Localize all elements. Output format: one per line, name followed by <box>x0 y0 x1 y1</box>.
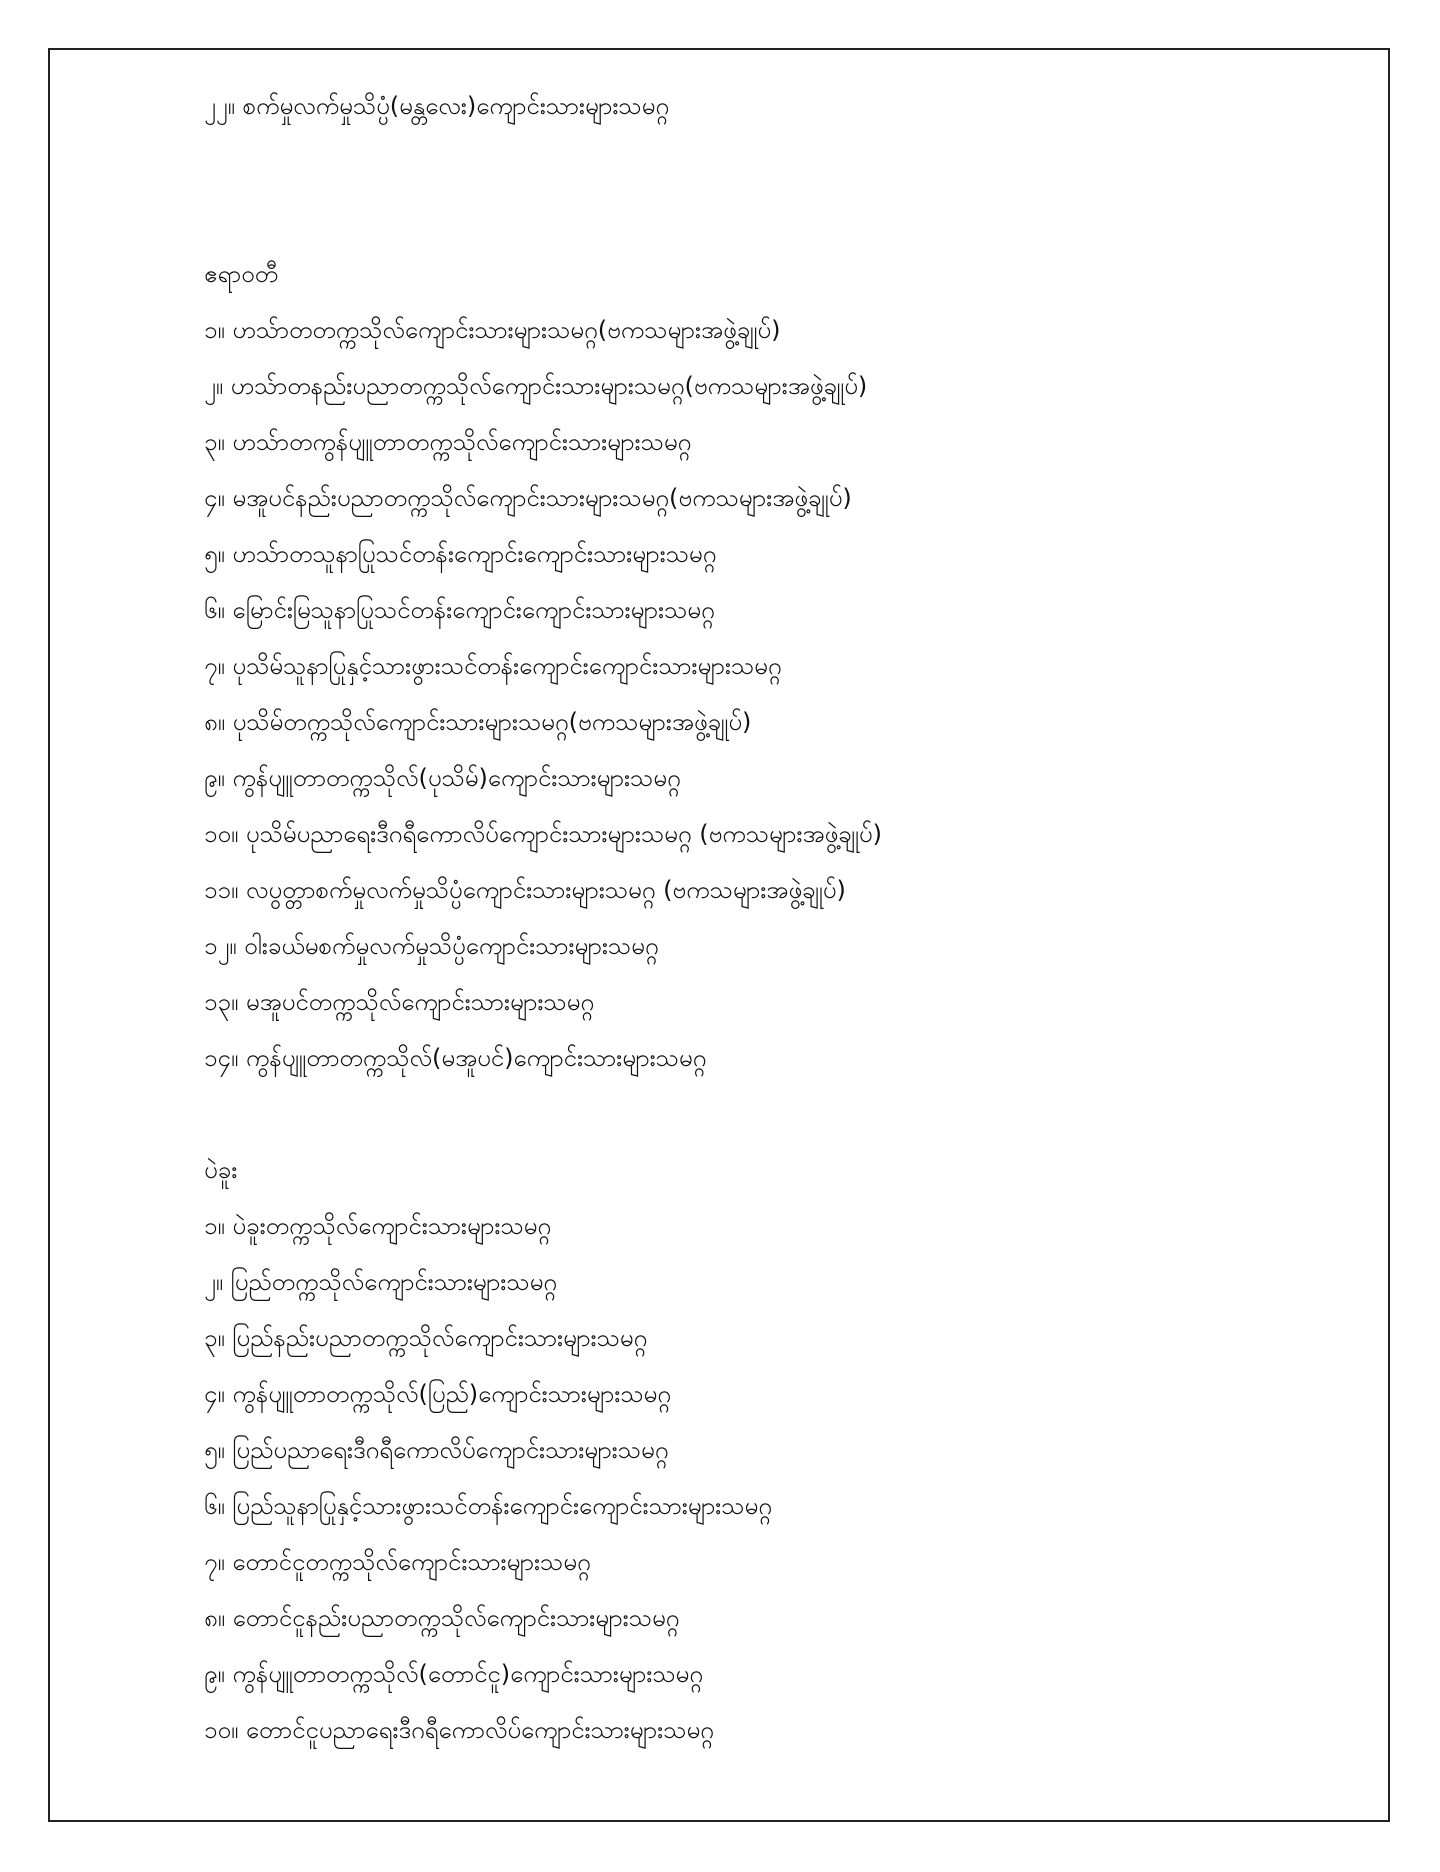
list-item: ၅။ ပြည်ပညာရေးဒီဂရီကောလိပ်ကျောင်းသားများသမဂ္ဂ <box>204 1436 669 1464</box>
list-item: ၈။ ပုသိမ်တက္ကသိုလ်ကျောင်းသားများသမဂ္ဂ(ဗကသများအဖွဲ့ချုပ်) <box>204 708 752 736</box>
section-heading: ဧရာဝတီ <box>204 260 278 288</box>
list-item: ၃။ ဟသ်ာတကွန်ပျူတာတက္ကသိုလ်ကျောင်းသားများသမဂ္ဂ <box>204 428 692 456</box>
list-item: ၈။ တောင်ငူနည်းပညာတက္ကသိုလ်ကျောင်းသားများသမဂ္ဂ <box>204 1604 680 1632</box>
section-ayeyarwady <box>204 246 1354 1086</box>
list-item: ၉။ ကွန်ပျူတာတက္ကသိုလ်(တောင်ငူ)ကျောင်းသားများသမဂ္ဂ <box>204 1660 703 1688</box>
list-item: ၁၁။ လပွတ္တာစက်မှုလက်မှုသိပ္ပံကျောင်းသားများသမဂ္ဂ (ဗကသများအဖွဲ့ချုပ်) <box>204 876 846 904</box>
list-item: ၁၄။ ကွန်ပျူတာတက္ကသိုလ်(မအူပင်)ကျောင်းသားများသမဂ္ဂ <box>204 1044 707 1072</box>
document-body <box>204 78 1354 1758</box>
list-item: ၃။ ပြည်နည်းပညာတက္ကသိုလ်ကျောင်းသားများသမဂ္ဂ <box>204 1324 648 1352</box>
list-item: ၄။ မအူပင်နည်းပညာတက္ကသိုလ်ကျောင်းသားများသမဂ္ဂ(ဗကသများအဖွဲ့ချုပ်) <box>204 484 852 512</box>
list-item: ၄။ ကွန်ပျူတာတက္ကသိုလ်(ပြည်)ကျောင်းသားများသမဂ္ဂ <box>204 1380 671 1408</box>
section-bago <box>204 1142 1354 1758</box>
list-item: ၅။ ဟသ်ာတသူနာပြုသင်တန်းကျောင်းကျောင်းသားများသမဂ္ဂ <box>204 540 717 568</box>
list-item: ၁၂။ ဝါးခယ်မစက်မှုလက်မှုသိပ္ပံကျောင်းသားများသမဂ္ဂ <box>204 932 659 960</box>
list-item: ၁။ ဟသ်ာတတက္ကသိုလ်ကျောင်းသားများသမဂ္ဂ(ဗကသများအဖွဲ့ချုပ်) <box>204 316 781 344</box>
section-heading: ပဲခူး <box>204 1156 238 1184</box>
list-item: ၇။ ပုသိမ်သူနာပြုနှင့်သားဖွားသင်တန်းကျောင်းကျောင်းသားများသမဂ္ဂ <box>204 652 782 680</box>
list-item: ၁၀။ ပုသိမ်ပညာရေးဒီဂရီကောလိပ်ကျောင်းသားများသမဂ္ဂ (ဗကသများအဖွဲ့ချုပ်) <box>204 820 882 848</box>
list-item: ၆။ မြောင်းမြသူနာပြုသင်တန်းကျောင်းကျောင်းသားများသမဂ္ဂ <box>204 596 715 624</box>
list-item: ၂။ ဟသ်ာတနည်းပညာတက္ကသိုလ်ကျောင်းသားများသမဂ္ဂ(ဗကသများအဖွဲ့ချုပ်) <box>204 372 868 400</box>
list-item: ၁၃။ မအူပင်တက္ကသိုလ်ကျောင်းသားများသမဂ္ဂ <box>204 988 595 1016</box>
list-item: ၂။ ပြည်တက္ကသိုလ်ကျောင်းသားများသမဂ္ဂ <box>204 1268 558 1296</box>
list-item: ၁၀။ တောင်ငူပညာရေးဒီဂရီကောလိပ်ကျောင်းသားများသမဂ္ဂ <box>204 1716 714 1744</box>
list-item: ၆။ ပြည်သူနာပြုနှင့်သားဖွားသင်တန်းကျောင်းကျောင်းသားများသမဂ္ဂ <box>204 1492 772 1520</box>
list-item: ၉။ ကွန်ပျူတာတက္ကသိုလ်(ပုသိမ်)ကျောင်းသားများသမဂ္ဂ <box>204 764 681 792</box>
list-item: ၇။ တောင်ငူတက္ကသိုလ်ကျောင်းသားများသမဂ္ဂ <box>204 1548 591 1576</box>
top-line: ၂၂။ စက်မှုလက်မှုသိပ္ပံ(မန္တလေး)ကျောင်းသားများသမဂ္ဂ <box>204 92 670 120</box>
list-item: ၁။ ပဲခူးတက္ကသိုလ်ကျောင်းသားများသမဂ္ဂ <box>204 1212 552 1240</box>
